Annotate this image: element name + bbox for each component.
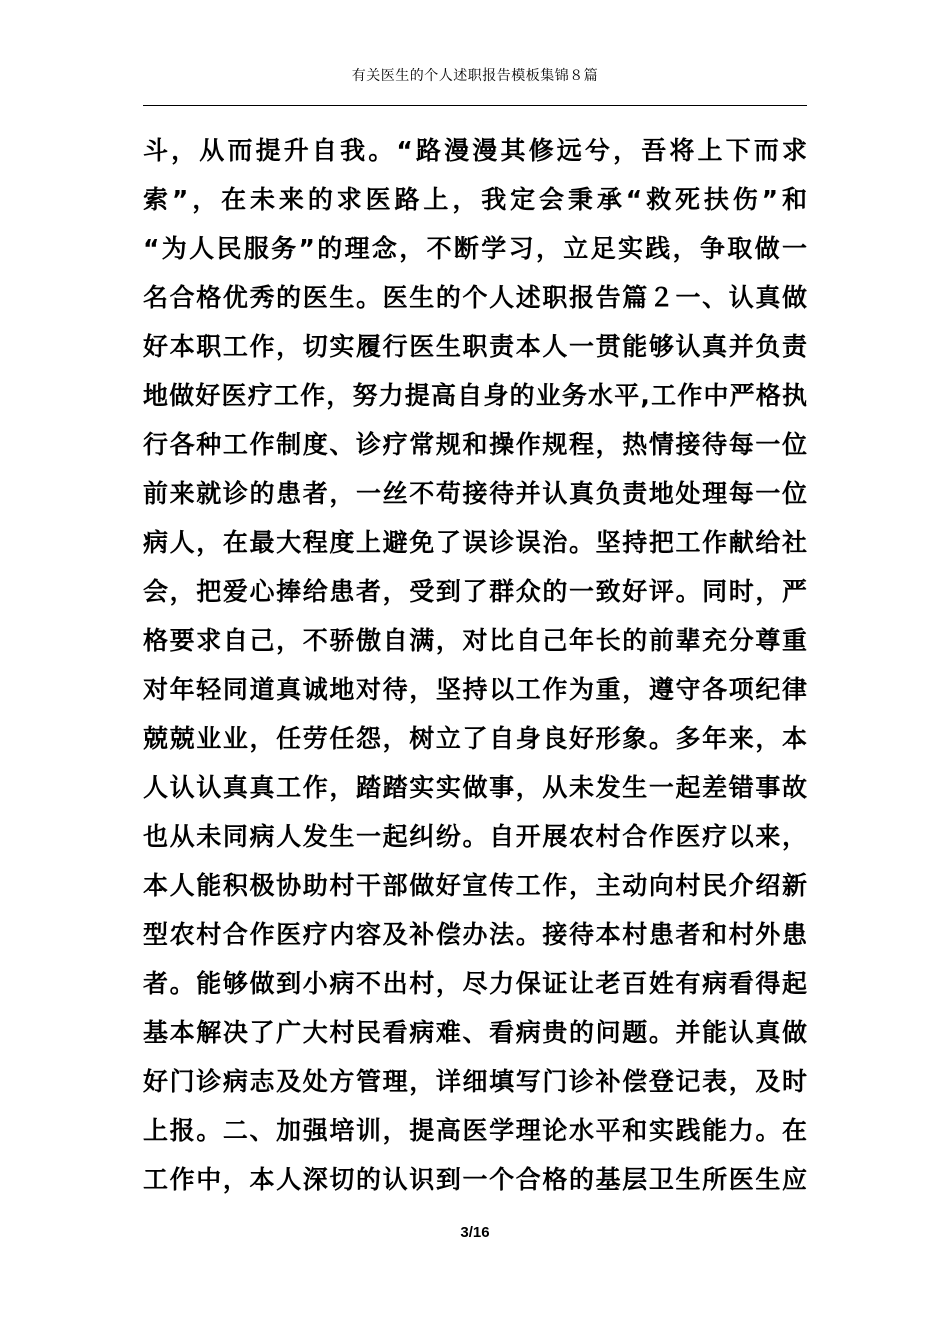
body-line: 斗，从而提升自我。“路漫漫其修远兮，吾将上下而求 — [143, 136, 807, 165]
body-line: 会，把爱心捧给患者，受到了群众的一致好评。同时，严 — [143, 577, 807, 606]
body-line: 型农村合作医疗内容及补偿办法。接待本村患者和村外患 — [143, 920, 807, 949]
body-line: 名合格优秀的医生。医生的个人述职报告篇２一、认真做 — [143, 283, 807, 312]
body-line: 病人，在最大程度上避免了误诊误治。坚持把工作献给社 — [143, 528, 807, 557]
body-line: 好本职工作，切实履行医生职责本人一贯能够认真并负责 — [143, 332, 807, 361]
body-line: 地做好医疗工作，努力提高自身的业务水平,工作中严格执 — [143, 381, 807, 410]
body-line: 也从未同病人发生一起纠纷。自开展农村合作医疗以来， — [143, 822, 807, 851]
document-header-title: 有关医生的个人述职报告模板集锦８篇 — [351, 68, 599, 84]
body-line: 基本解决了广大村民看病难、看病贵的问题。并能认真做 — [143, 1018, 807, 1047]
document-body — [143, 126, 807, 1204]
body-line: 格要求自己，不骄傲自满，对比自己年长的前辈充分尊重 — [143, 626, 807, 655]
page-number: 3/16 — [460, 1224, 490, 1241]
body-line: 前来就诊的患者，一丝不苟接待并认真负责地处理每一位 — [143, 479, 807, 508]
body-line: “为人民服务”的理念，不断学习，立足实践，争取做一 — [143, 234, 807, 263]
body-line: 索”，在未来的求医路上，我定会秉承“救死扶伤”和 — [143, 185, 807, 214]
body-line: 对年轻同道真诚地对待，坚持以工作为重，遵守各项纪律 — [143, 675, 807, 704]
header-divider — [143, 105, 807, 106]
body-line: 上报。二、加强培训，提高医学理论水平和实践能力。在 — [143, 1116, 807, 1145]
body-line: 好门诊病志及处方管理，详细填写门诊补偿登记表，及时 — [143, 1067, 807, 1096]
body-line: 工作中，本人深切的认识到一个合格的基层卫生所医生应 — [143, 1165, 807, 1194]
body-line: 者。能够做到小病不出村，尽力保证让老百姓有病看得起 — [143, 969, 807, 998]
body-line: 行各种工作制度、诊疗常规和操作规程，热情接待每一位 — [143, 430, 807, 459]
body-line: 兢兢业业，任劳任怨，树立了自身良好形象。多年来，本 — [143, 724, 807, 753]
body-line: 人认认真真工作，踏踏实实做事，从未发生一起差错事故 — [143, 773, 807, 802]
body-line: 本人能积极协助村干部做好宣传工作，主动向村民介绍新 — [143, 871, 807, 900]
